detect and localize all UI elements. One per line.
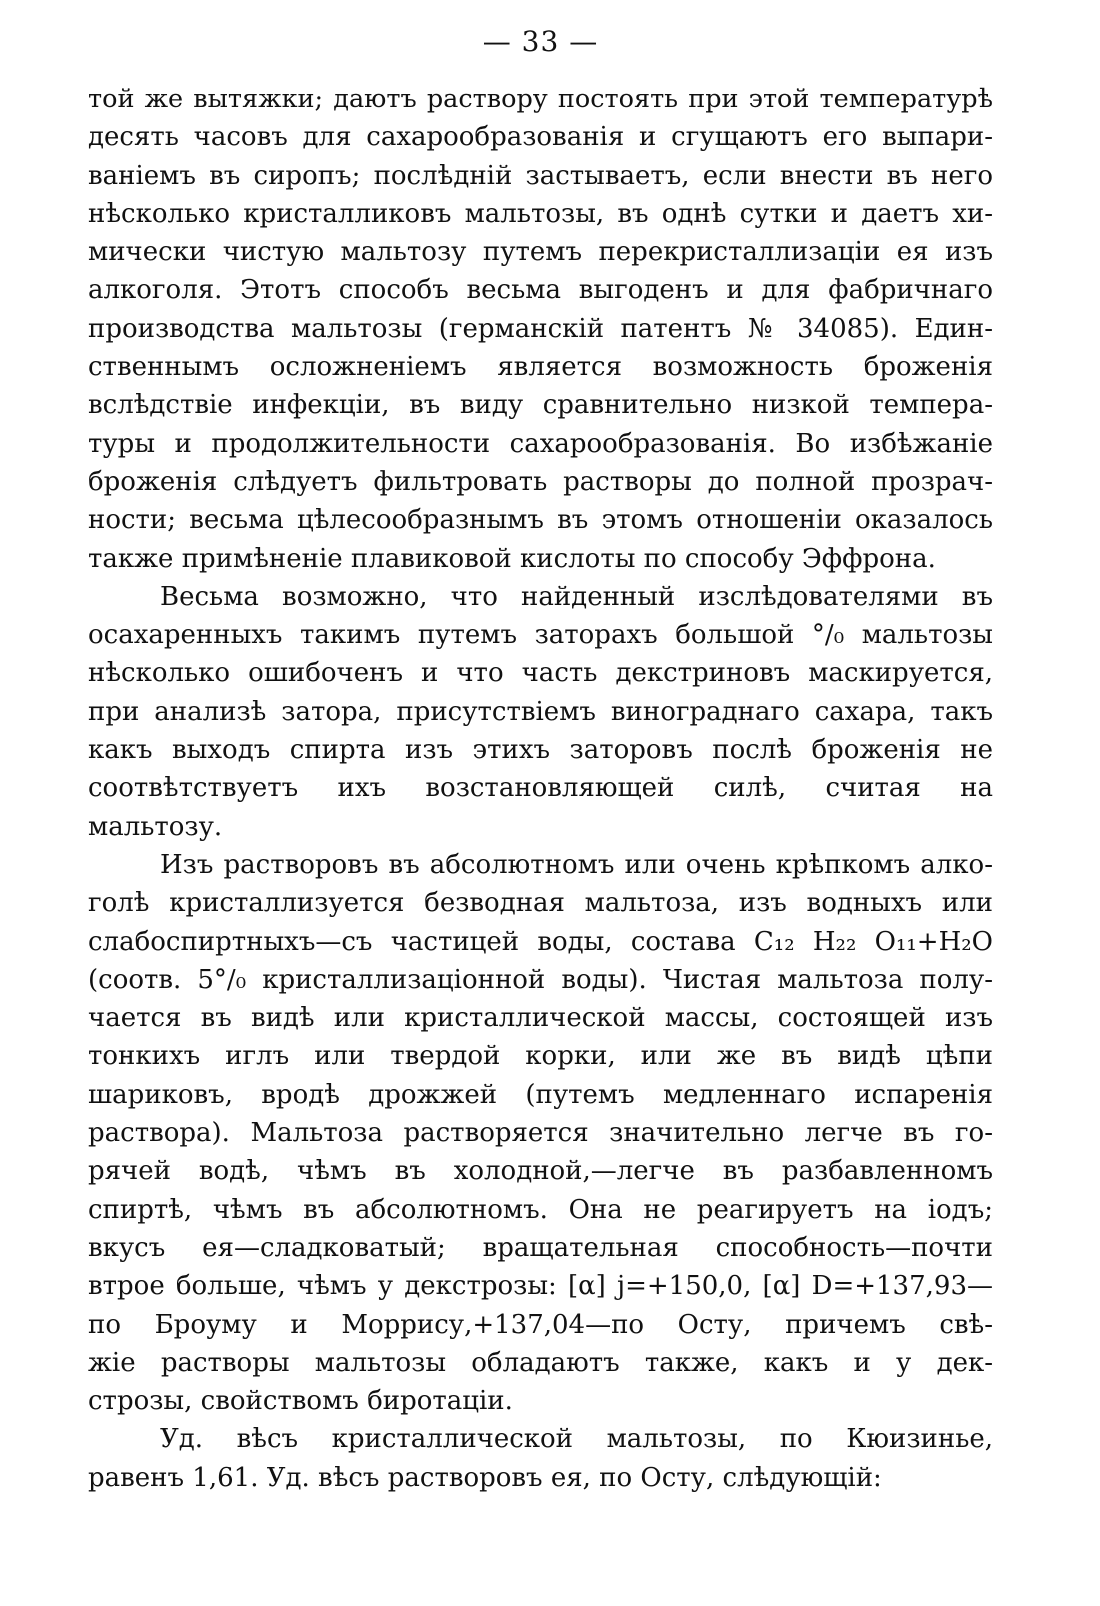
text-line: вкусъ ея—сладковатый; вращательная способность—почти bbox=[88, 1232, 993, 1263]
paragraph bbox=[88, 846, 993, 1420]
paragraph bbox=[88, 578, 993, 846]
text-line: осахаренныхъ такимъ путемъ заторахъ большой °/₀ мальтозы bbox=[88, 620, 993, 651]
text-line: мальтозу. bbox=[88, 811, 223, 842]
text-line: слабоспиртныхъ—съ частицей воды, состава C₁₂ H₂₂ O₁₁+H₂O bbox=[88, 926, 993, 957]
text-line: строзы, свойствомъ биротаціи. bbox=[88, 1386, 513, 1417]
text-line: какъ выходъ спирта изъ этихъ заторовъ послѣ броженія не bbox=[88, 735, 993, 766]
text-line: при анализѣ затора, присутствіемъ винограднаго сахара, такъ bbox=[88, 696, 993, 727]
text-line: жіе растворы мальтозы обладаютъ также, какъ и у дек- bbox=[88, 1347, 993, 1378]
document-page bbox=[88, 22, 993, 1497]
page-number: — 33 — bbox=[482, 25, 599, 58]
text-line: нѣсколько кристалликовъ мальтозы, въ однѣ сутки и даетъ хи- bbox=[88, 198, 993, 229]
text-line: равенъ 1,61. Уд. вѣсъ растворовъ ея, по Осту, слѣдующій: bbox=[88, 1462, 882, 1493]
text-line: туры и продолжительности сахарообразованія. Во избѣжаніе bbox=[88, 428, 993, 459]
text-line: раствора). Мальтоза растворяется значительно легче въ го- bbox=[88, 1118, 993, 1149]
text-line: также примѣненіе плавиковой кислоты по способу Эффрона. bbox=[88, 543, 936, 574]
text-line: тонкихъ иглъ или твердой корки, или же въ видѣ цѣпи bbox=[88, 1041, 993, 1072]
text-line: ваніемъ въ сиропъ; послѣдній застываетъ, если внести въ него bbox=[88, 160, 993, 191]
text-line: втрое больше, чѣмъ у декстрозы: [α] j=+150,0, [α] D=+137,93— bbox=[88, 1271, 993, 1302]
text-line: чается въ видѣ или кристаллической массы, состоящей изъ bbox=[88, 1003, 993, 1034]
text-line: голѣ кристаллизуется безводная мальтоза, изъ водныхъ или bbox=[88, 888, 993, 919]
text-line: соотвѣтствуетъ ихъ возстановляющей силѣ, считая на bbox=[88, 773, 993, 804]
text-line: (соотв. 5°/₀ кристаллизаціонной воды). Чистая мальтоза полу- bbox=[88, 964, 993, 995]
text-line: шариковъ, вродѣ дрожжей (путемъ медленнаго испаренія bbox=[88, 1079, 993, 1110]
text-line: вслѣдствіе инфекціи, въ виду сравнительно низкой темпера- bbox=[88, 390, 993, 421]
text-line: Изъ растворовъ въ абсолютномъ или очень крѣпкомъ алко- bbox=[160, 849, 993, 880]
text-line: спиртѣ, чѣмъ въ абсолютномъ. Она не реагируетъ на іодъ; bbox=[88, 1194, 993, 1225]
text-line: алкоголя. Этотъ способъ весьма выгоденъ и для фабричнаго bbox=[88, 275, 993, 306]
paragraph bbox=[88, 1420, 993, 1497]
text-line: ности; весьма цѣлесообразнымъ въ этомъ отношеніи оказалось bbox=[88, 505, 993, 536]
text-line: нѣсколько ошибоченъ и что часть декстриновъ маскируется, bbox=[88, 658, 993, 689]
text-line: по Броуму и Моррису,+137,04—по Осту, причемъ свѣ- bbox=[88, 1309, 993, 1340]
text-body bbox=[88, 80, 993, 1497]
text-line: Весьма возможно, что найденный изслѣдователями въ bbox=[160, 581, 993, 612]
text-line: десять часовъ для сахарообразованія и сгущаютъ его выпари- bbox=[88, 122, 993, 153]
paragraph bbox=[88, 80, 993, 578]
text-line: той же вытяжки; даютъ раствору постоять при этой температурѣ bbox=[88, 84, 993, 114]
text-line: производства мальтозы (германскій патентъ № 34085). Един- bbox=[88, 313, 993, 344]
text-line: Уд. вѣсъ кристаллической мальтозы, по Кюизинье, bbox=[160, 1424, 993, 1455]
text-line: рячей водѣ, чѣмъ въ холодной,—легче въ разбавленномъ bbox=[88, 1156, 993, 1187]
text-line: броженія слѣдуетъ фильтровать растворы до полной прозрач- bbox=[88, 466, 993, 497]
text-line: ственнымъ осложненіемъ является возможность броженія bbox=[88, 352, 993, 383]
text-line: мически чистую мальтозу путемъ перекристаллизаціи ея изъ bbox=[88, 237, 993, 268]
